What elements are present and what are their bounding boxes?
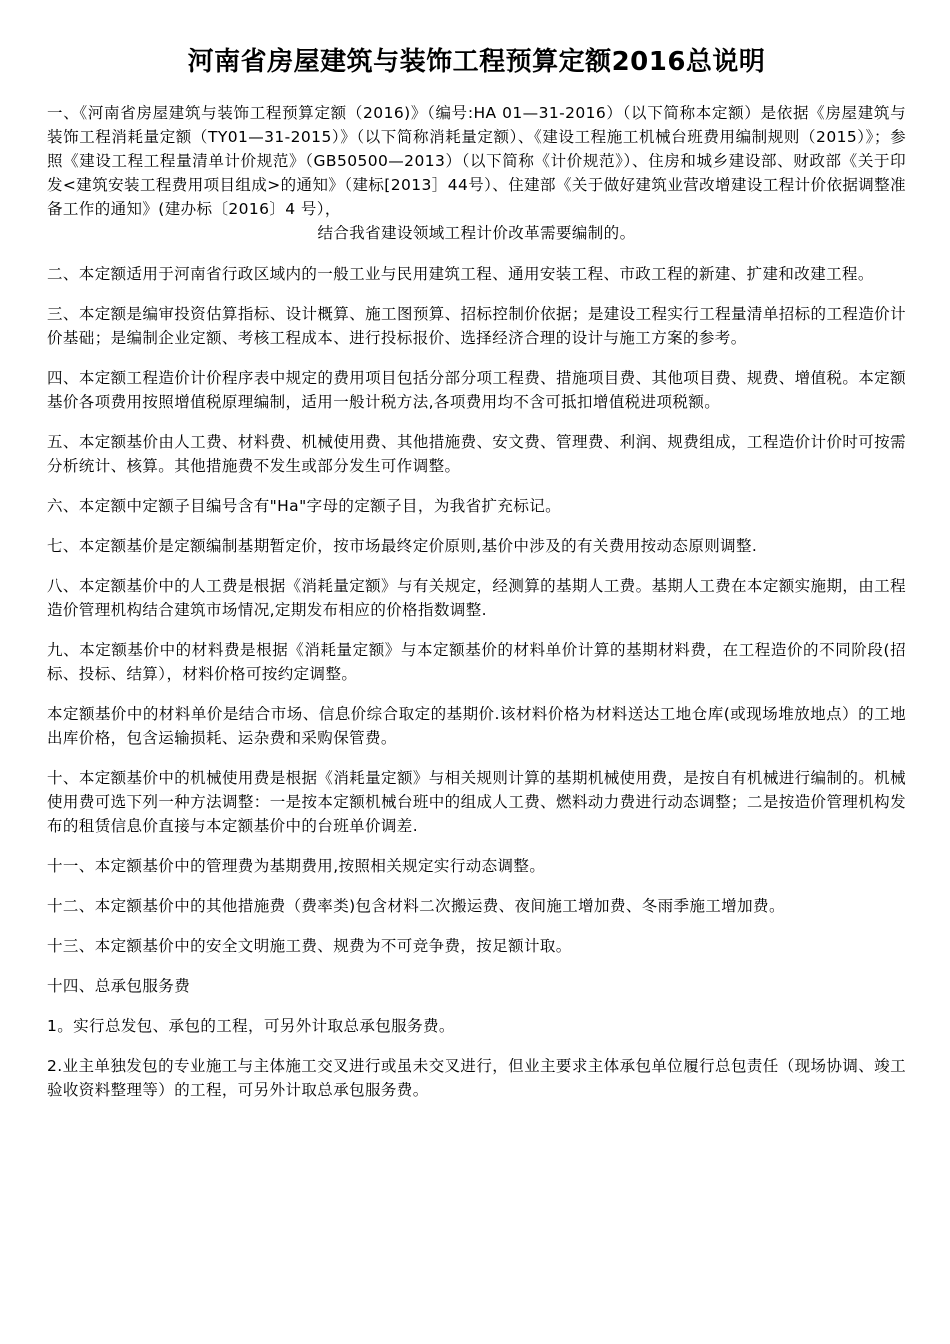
paragraph-10: 十、本定额基价中的机械使用费是根据《消耗量定额》与相关规则计算的基期机械使用费，是按自有机械进行编制的。机械使用费可选下列一种方法调整：一是按本定额机械台班中的组成人工费、燃料动力费进行动态调整；二是按造价管理机构发布的租赁信息价直接与本定额基价中的台班单价调差. bbox=[47, 769, 906, 835]
paragraph-8: 八、本定额基价中的人工费是根据《消耗量定额》与有关规定，经测算的基期人工费。基期人工费在本定额实施期，由工程造价管理机构结合建筑市场情况,定期发布相应的价格指数调整. bbox=[47, 577, 906, 619]
paragraph-11: 十一、本定额基价中的管理费为基期费用,按照相关规定实行动态调整。 bbox=[47, 857, 546, 875]
paragraph-14-item-1: 1。实行总发包、承包的工程，可另外计取总承包服务费。 bbox=[47, 1017, 455, 1035]
paragraph-7: 七、本定额基价是定额编制基期暂定价，按市场最终定价原则,基价中涉及的有关费用按动态原则调整. bbox=[47, 537, 758, 555]
document-title: 河南省房屋建筑与装饰工程预算定额2016总说明 bbox=[187, 47, 766, 77]
paragraph-4: 四、本定额工程造价计价程序表中规定的费用项目包括分部分项工程费、措施项目费、其他项目费、规费、增值税。本定额基价各项费用按照增值税原理编制，适用一般计税方法,各项费用均不含可抵扣增值税进项税额。 bbox=[47, 369, 906, 411]
paragraph-9: 九、本定额基价中的材料费是根据《消耗量定额》与本定额基价的材料单价计算的基期材料费，在工程造价的不同阶段(招标、投标、结算），材料价格可按约定调整。 bbox=[47, 641, 906, 683]
paragraph-14-item-2: 2.业主单独发包的专业施工与主体施工交叉进行或虽未交叉进行，但业主要求主体承包单位履行总包责任（现场协调、竣工验收资料整理等）的工程，可另外计取总承包服务费。 bbox=[47, 1057, 906, 1099]
paragraph-5: 五、本定额基价由人工费、材料费、机械使用费、其他措施费、安文费、管理费、利润、规费组成，工程造价计价时可按需分析统计、核算。其他措施费不发生或部分发生可作调整。 bbox=[47, 433, 906, 475]
paragraph-14-heading: 十四、总承包服务费 bbox=[47, 977, 191, 995]
paragraph-1-main: 一、《河南省房屋建筑与装饰工程预算定额（2016)》（编号:HA 01—31-2016）（以下简称本定额）是依据《房屋建筑与装饰工程消耗量定额（TY01—31-2015）》（以下简称消耗量定额）、《建设工程施工机械台班费用编制规则（2015）》；参照《建设工程工程量清单计价规范》（GB50500—2013）（以下简称《计价规范》）、住房和城乡建设部、财政部《关于印发<建筑安装工程费用项目组成>的通知》（建标[2013］44号）、住建部《关于做好建筑业营改增建设工程计价依据调整准备工作的通知》(建办标〔2016〕4 号）， bbox=[47, 104, 906, 218]
paragraph-6: 六、本定额中定额子目编号含有"Ha"字母的定额子目，为我省扩充标记。 bbox=[47, 497, 562, 515]
paragraph-2: 二、本定额适用于河南省行政区域内的一般工业与民用建筑工程、通用安装工程、市政工程的新建、扩建和改建工程。 bbox=[47, 265, 874, 283]
paragraph-1-tail: 结合我省建设领域工程计价改革需要编制的。 bbox=[317, 224, 636, 242]
paragraph-1 bbox=[47, 101, 906, 245]
paragraph-9b: 本定额基价中的材料单价是结合市场、信息价综合取定的基期价.该材料价格为材料送达工地仓库(或现场堆放地点）的工地出库价格，包含运输损耗、运杂费和采购保管费。 bbox=[47, 705, 906, 747]
paragraph-12: 十二、本定额基价中的其他措施费（费率类)包含材料二次搬运费、夜间施工增加费、冬雨季施工增加费。 bbox=[47, 897, 785, 915]
paragraph-3: 三、本定额是编审投资估算指标、设计概算、施工图预算、招标控制价依据；是建设工程实行工程量清单招标的工程造价计价基础；是编制企业定额、考核工程成本、进行投标报价、选择经济合理的设计与施工方案的参考。 bbox=[47, 305, 906, 347]
paragraph-13: 十三、本定额基价中的安全文明施工费、规费为不可竞争费，按足额计取。 bbox=[47, 937, 572, 955]
